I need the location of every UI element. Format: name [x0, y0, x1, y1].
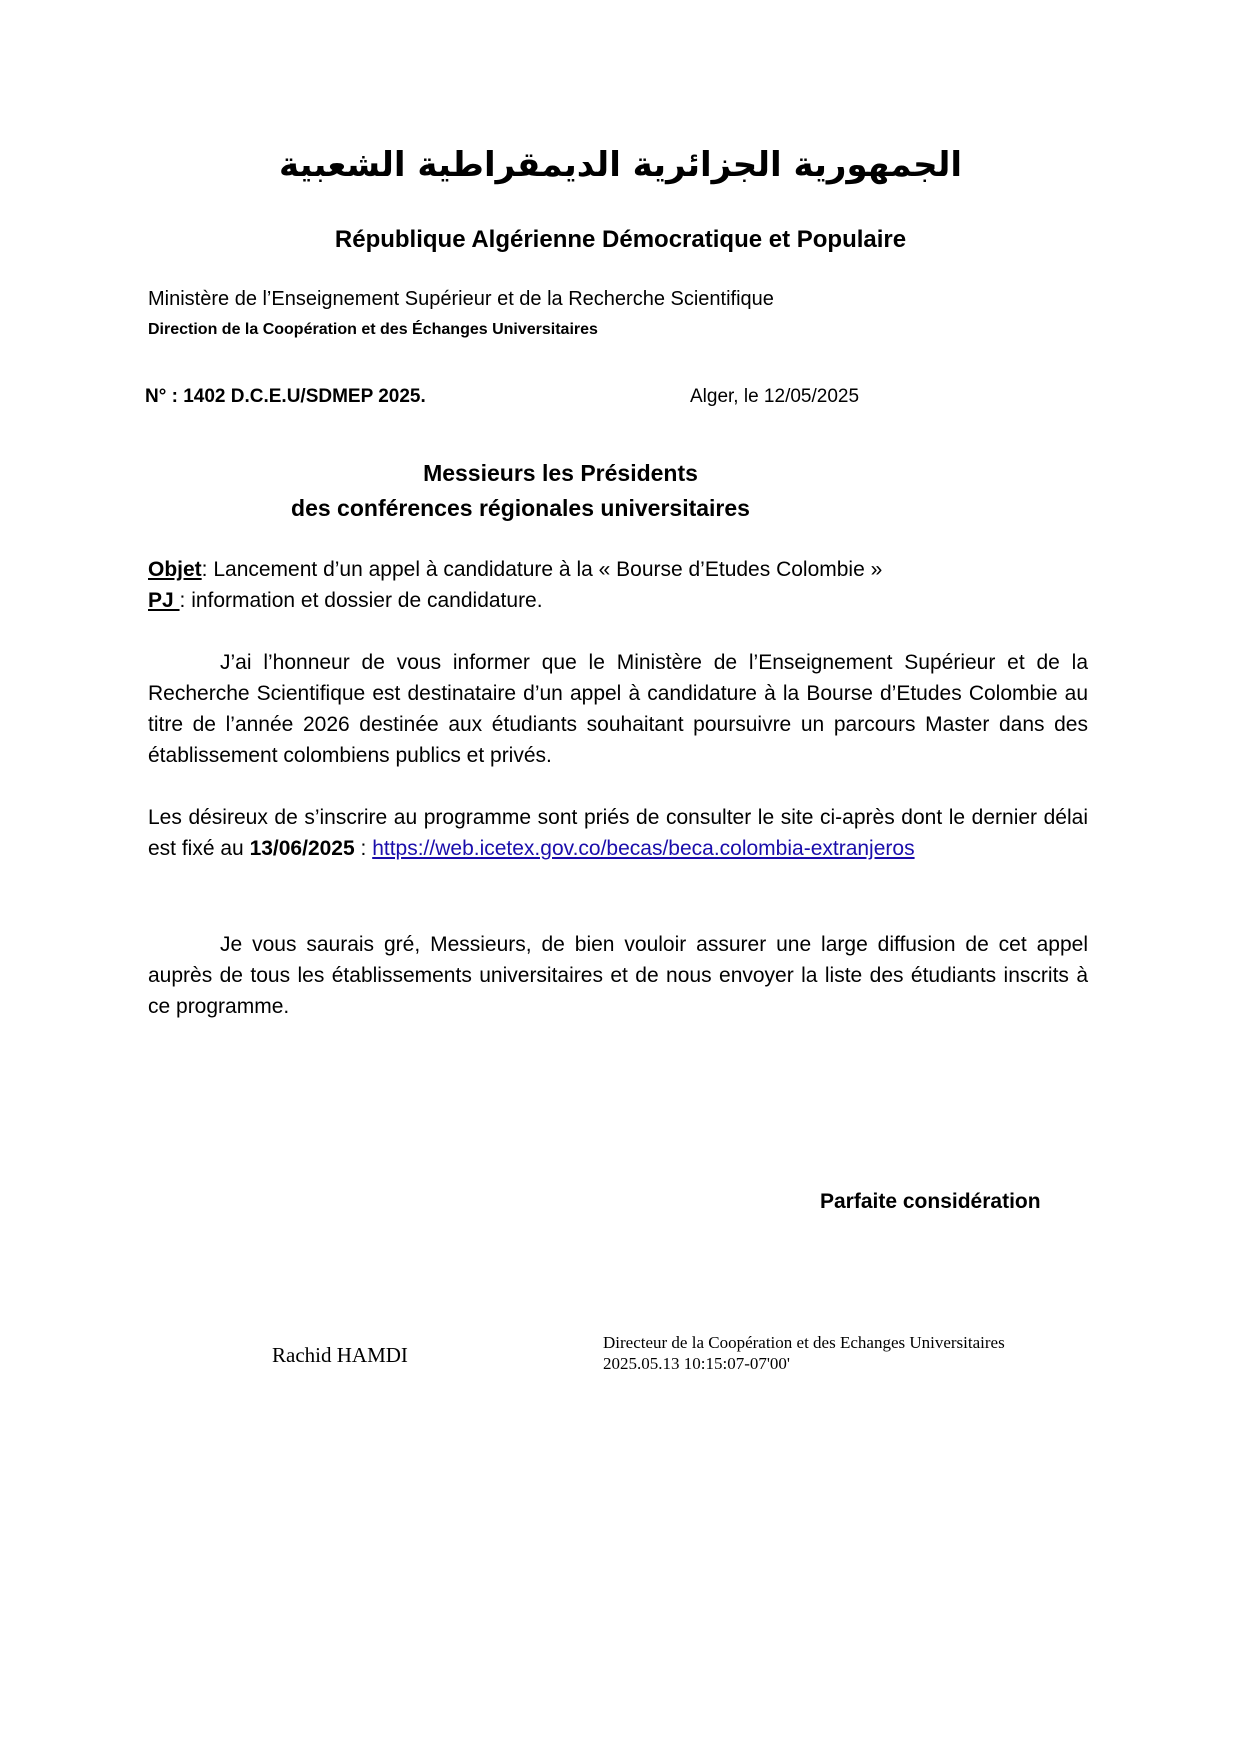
- place-date: Alger, le 12/05/2025: [690, 386, 860, 407]
- scholarship-link[interactable]: https://web.icetex.gov.co/becas/beca.colombia-extranjeros: [372, 837, 915, 860]
- signer-title: Directeur de la Coopération et des Echanges Universitaires: [603, 1333, 1005, 1352]
- french-republic-title: République Algérienne Démocratique et Populaire: [334, 226, 907, 253]
- attachment-line: [148, 589, 543, 613]
- pj-label: PJ: [148, 589, 180, 612]
- direction-line: Direction de la Coopération et des Échanges Universitaires: [148, 321, 598, 338]
- body-paragraph-2: [148, 802, 1088, 864]
- reference-number: N° : 1402 D.C.E.U/SDMEP 2025.: [145, 386, 426, 407]
- paragraph-2-colon: :: [354, 837, 373, 860]
- paragraph-2-text: Les désireux de s’inscrire au programme sont priés de consulter le site ci-après dont le dernier délai est fixé au: [148, 806, 1088, 860]
- subject-line: [148, 558, 882, 582]
- body-paragraph-3: Je vous saurais gré, Messieurs, de bien vouloir assurer une large diffusion de cet appel auprès de tous les établissements universitaires et de nous envoyer la liste des étudiants inscrits à ce programme.: [148, 933, 1088, 1018]
- ministry-line: Ministère de l’Enseignement Supérieur et de la Recherche Scientifique: [148, 288, 774, 310]
- pj-text: : information et dossier de candidature.: [179, 589, 543, 612]
- objet-label: Objet: [148, 558, 202, 581]
- addressee-line-1: Messieurs les Présidents: [423, 460, 698, 486]
- signature-timestamp: 2025.05.13 10:15:07-07'00': [603, 1354, 790, 1373]
- signature-block: [603, 1332, 1005, 1374]
- arabic-republic-title: الجمهورية الجزائرية الديمقراطية الشعبية: [279, 145, 962, 185]
- objet-text: : Lancement d’un appel à candidature à la « Bourse d’Etudes Colombie »: [201, 558, 883, 581]
- signer-name: Rachid HAMDI: [272, 1343, 408, 1367]
- addressee-line-2: des conférences régionales universitaires: [291, 495, 750, 521]
- body-paragraph-1: J’ai l’honneur de vous informer que le Ministère de l’Enseignement Supérieur et de la Recherche Scientifique est destinataire d’un appel à candidature à la Bourse d’Etudes Colombie au titre de l’année 2026 destinée aux étudiants souhaitant poursuivre un parcours Master dans des établissement colombiens publics et privés.: [148, 651, 1088, 767]
- deadline-date: 13/06/2025: [249, 837, 355, 860]
- closing-formula: Parfaite considération: [820, 1190, 1041, 1213]
